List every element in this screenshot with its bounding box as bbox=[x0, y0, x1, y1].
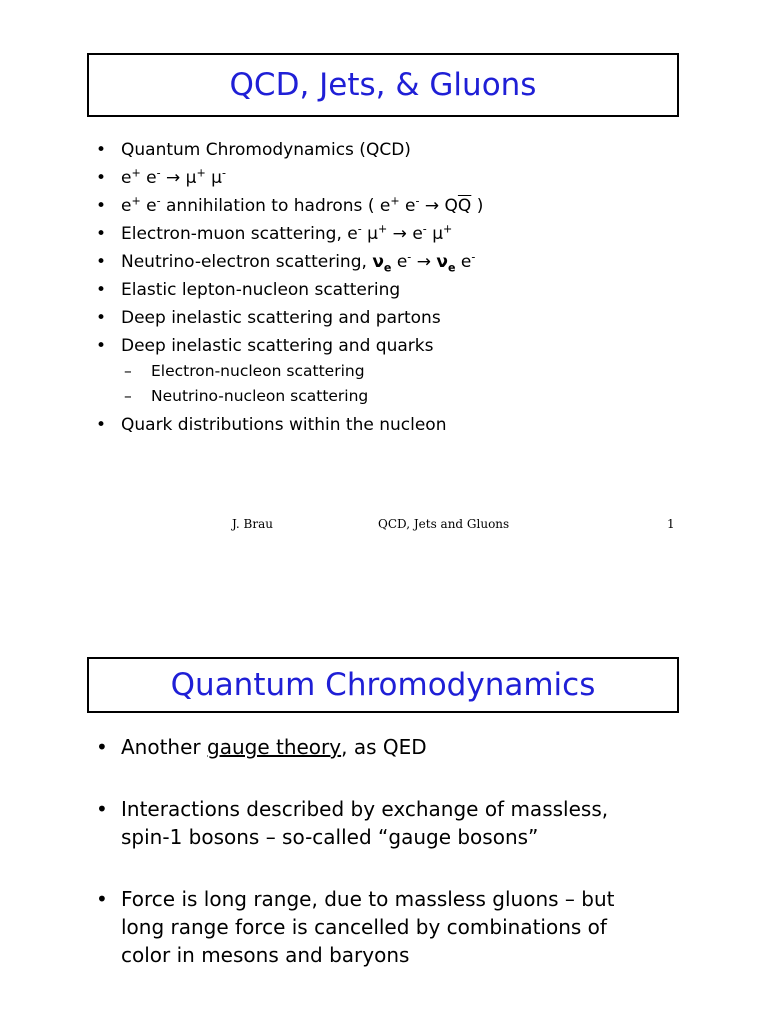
arrow-icon: → bbox=[416, 252, 431, 272]
slide-2-title: Quantum Chromodynamics bbox=[87, 657, 679, 713]
bullet-icon: • bbox=[96, 224, 107, 244]
bullet-icon: • bbox=[96, 252, 107, 272]
bullet-icon: • bbox=[96, 280, 107, 300]
list-item: • Another gauge theory, as QED bbox=[96, 735, 427, 759]
arrow-icon: → bbox=[424, 196, 440, 216]
list-item: • Quark distributions within the nucleon bbox=[96, 415, 447, 435]
bullet-icon: • bbox=[96, 415, 107, 435]
slide-2 bbox=[0, 560, 768, 1024]
bullet-icon: • bbox=[96, 308, 107, 328]
sub-list bbox=[96, 360, 748, 410]
gauge-theory-link[interactable]: gauge theory bbox=[207, 735, 342, 759]
list-item: • Neutrino-electron scattering, $\nu_e$ $e^- \to \nu_e$ e- bbox=[96, 250, 476, 275]
slide-1-title: QCD, Jets, & Gluons bbox=[87, 53, 679, 117]
bullet-icon: • bbox=[96, 168, 107, 188]
list-item: • Deep inelastic scattering and quarks – Electron-nucleon scattering – Neutrino-nucleon scattering bbox=[96, 334, 748, 410]
footer-author: J. Brau bbox=[232, 517, 273, 531]
bullet-icon: • bbox=[96, 887, 108, 911]
bullet-icon: • bbox=[96, 336, 107, 356]
bullet-icon: • bbox=[96, 797, 108, 821]
bullet-icon: • bbox=[96, 735, 108, 759]
list-item: • e+ e- → μ+ μ- bbox=[96, 166, 226, 188]
dash-icon: – bbox=[124, 362, 132, 380]
footer-page-number: 1 bbox=[667, 517, 675, 531]
list-item: • Force is long range, due to massless gluons – but long range force is cancelled by combinations of color in mesons and baryons bbox=[96, 887, 615, 967]
bullet-icon: • bbox=[96, 140, 107, 160]
list-item: • Electron-muon scattering, e- μ+ → e- μ+ bbox=[96, 222, 453, 244]
slide-2-bullet-list bbox=[96, 733, 748, 969]
sub-list-item: – Neutrino-nucleon scattering bbox=[124, 387, 369, 405]
sub-list-item: – Electron-nucleon scattering bbox=[124, 362, 365, 380]
list-item: • Interactions described by exchange of massless, spin-1 bosons – so-called “gauge bosons” bbox=[96, 797, 609, 849]
arrow-icon: → bbox=[166, 168, 181, 188]
list-item: • e+ e- annihilation to hadrons ( e+ $e^- \to Q\overline{Q}$ ) bbox=[96, 194, 484, 216]
list-item: • Deep inelastic scattering and partons bbox=[96, 308, 441, 328]
slide-1-bullet-list bbox=[96, 138, 748, 441]
list-item: • Elastic lepton-nucleon scattering bbox=[96, 280, 401, 300]
dash-icon: – bbox=[124, 387, 132, 405]
footer-title: QCD, Jets and Gluons bbox=[378, 517, 510, 531]
list-item: • Quantum Chromodynamics (QCD) bbox=[96, 140, 411, 160]
bullet-icon: • bbox=[96, 196, 107, 216]
arrow-icon: → bbox=[392, 224, 407, 244]
